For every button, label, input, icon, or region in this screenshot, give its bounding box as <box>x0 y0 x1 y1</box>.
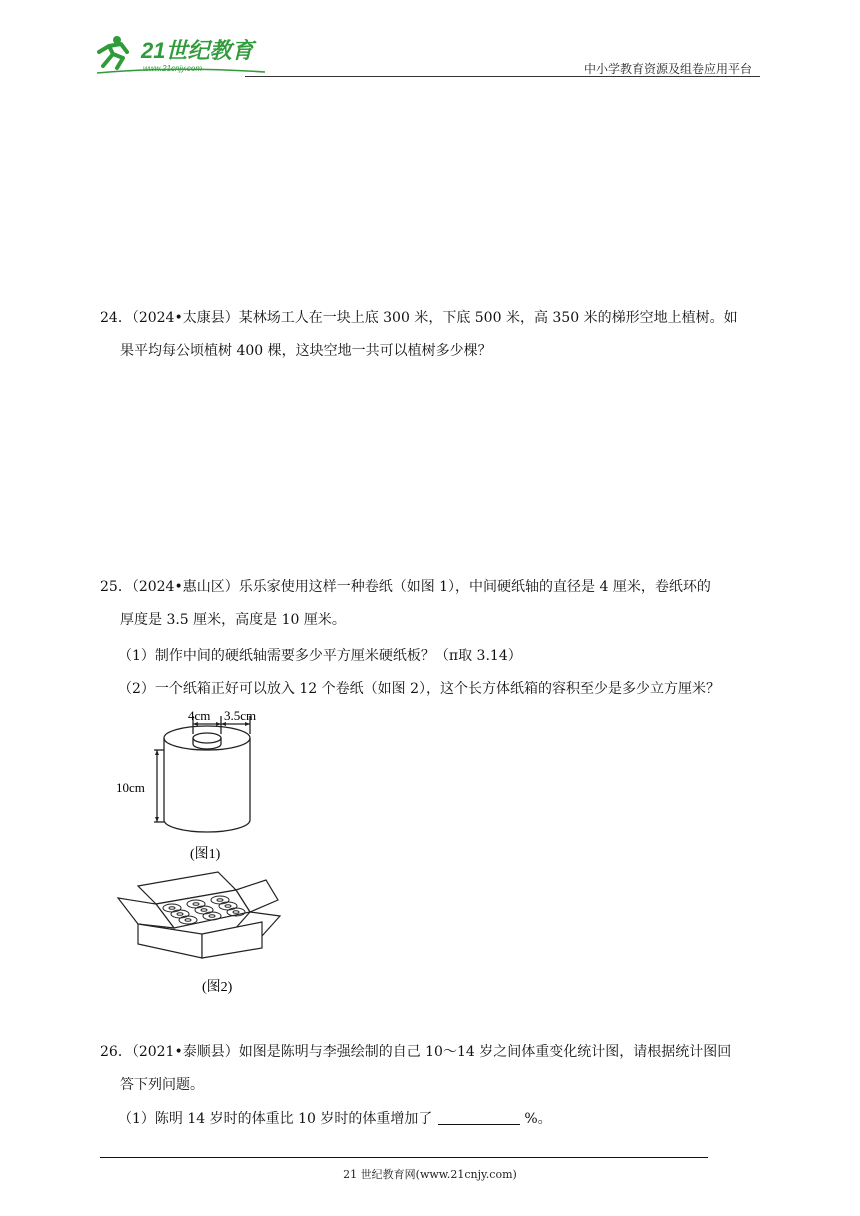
question-25-line2: 厚度是 3.5 厘米，高度是 10 厘米。 <box>120 612 346 628</box>
figure-1-paper-roll <box>112 704 282 866</box>
dim-thickness-label: 3.5cm <box>224 708 257 723</box>
dim-core-label: 4cm <box>188 708 211 723</box>
question-26-line2: 答下列问题。 <box>120 1077 204 1093</box>
question-26-line1: 26．（2021•泰顺县）如图是陈明与李强绘制的自己 10～14 岁之间体重变化统计图，请根据统计图回 <box>100 1044 732 1060</box>
figure-2-box <box>116 868 284 998</box>
logo-text: 21世纪教育 <box>141 38 254 63</box>
question-25 <box>100 571 790 637</box>
question-26-sub1-text: （1）陈明 14 岁时的体重比 10 岁时的体重增加了 <box>118 1111 433 1127</box>
question-26-sub1-suffix: %。 <box>524 1111 552 1127</box>
question-24-line1: 24．（2024•太康县）某林场工人在一块上底 300 米，下底 500 米，高 350 米的梯形空地上植树。如 <box>100 310 738 326</box>
page-footer: 21 世纪教育网(www.21cnjy.com) <box>343 1168 517 1181</box>
question-25-sub2: （2）一个纸箱正好可以放入 12 个卷纸（如图 2），这个长方体纸箱的容积至少是多少立方厘米？ <box>118 681 720 697</box>
platform-name: 中小学教育资源及组卷应用平台 <box>583 62 752 76</box>
answer-blank[interactable] <box>438 1110 520 1125</box>
question-24-line2: 果平均每公顷植树 400 棵，这块空地一共可以植树多少棵？ <box>120 343 492 359</box>
footer-rule <box>100 1157 708 1158</box>
question-26-sub1 <box>118 1109 552 1129</box>
question-25-line1: 25．（2024•惠山区）乐乐家使用这样一种卷纸（如图 1），中间硬纸轴的直径是 4 厘米，卷纸环的 <box>100 579 711 595</box>
runner-icon <box>99 36 127 68</box>
question-24 <box>100 302 790 368</box>
page-header <box>95 32 760 78</box>
question-25-sub1: （1）制作中间的硬纸轴需要多少平方厘米硬纸板？（π取 3.14） <box>118 648 522 664</box>
dim-height-label: 10cm <box>116 780 145 795</box>
logo-url: www.21cnjy.com <box>143 64 202 73</box>
figure-2-caption: (图2) <box>202 980 233 995</box>
figure-1-caption: (图1) <box>190 847 221 862</box>
site-logo <box>95 32 270 76</box>
question-26 <box>100 1036 790 1102</box>
header-rule <box>245 76 760 77</box>
